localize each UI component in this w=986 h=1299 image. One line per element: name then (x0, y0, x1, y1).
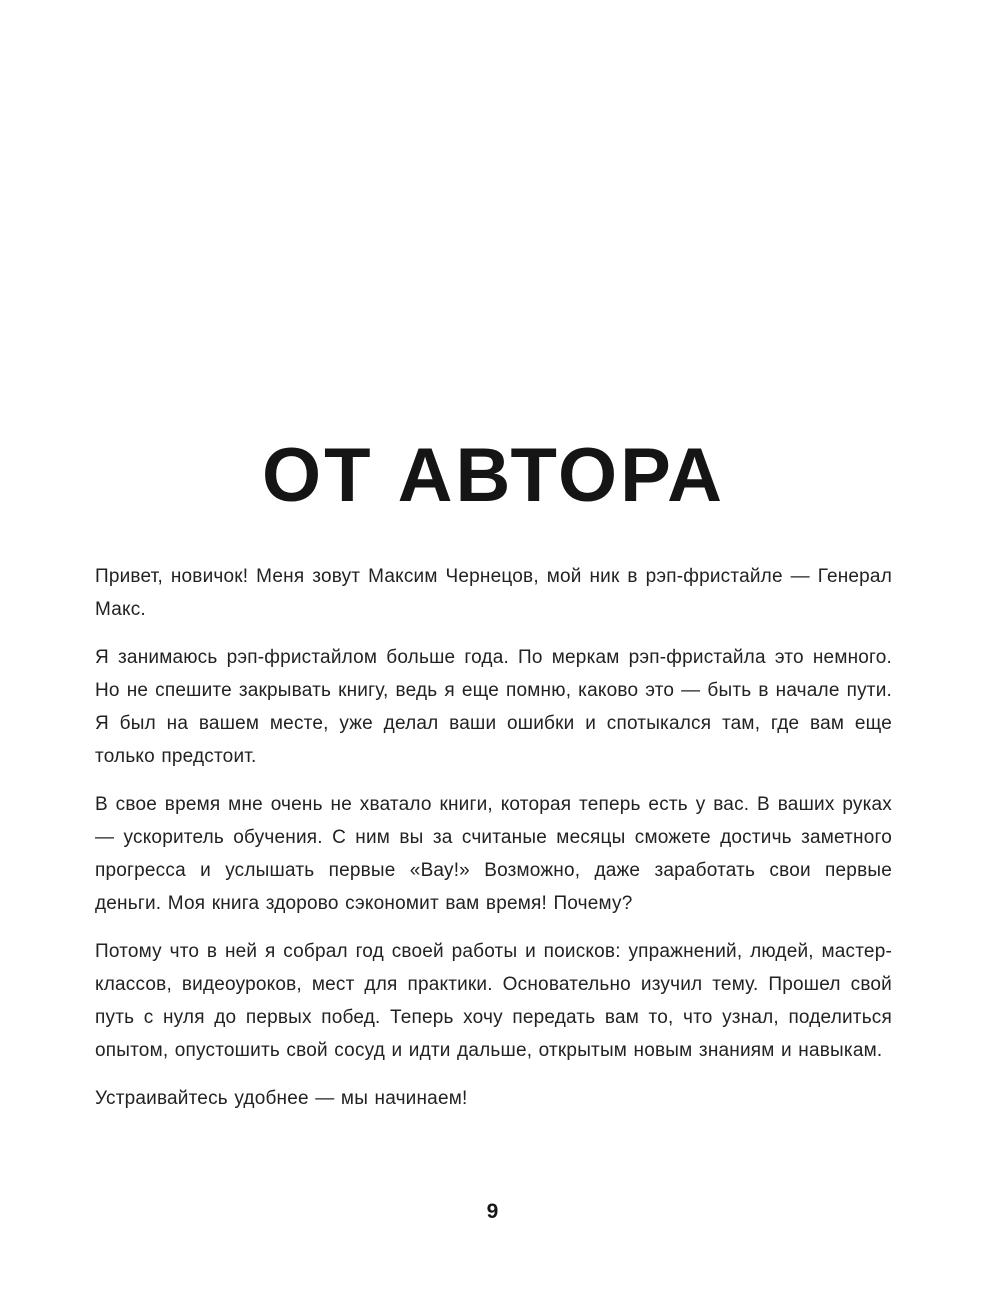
paragraph: Я занимаюсь рэп-фристайлом больше года. По меркам рэп-фристайла это немного. Но не спешите закрывать книгу, ведь я еще помню, каково это — быть в начале пути. Я был на вашем месте, уже делал ваши ошибки и спотыкался там, где вам еще только предстоит. (95, 647, 892, 767)
paragraph: Устраивайтесь удобнее — мы начинаем! (95, 1088, 468, 1109)
page-number: 9 (486, 1200, 500, 1223)
paragraph: В свое время мне очень не хватало книги, которая теперь есть у вас. В ваших руках — ускоритель обучения. С ним вы за считаные месяцы сможете достичь заметного прогресса и услышать первые «Вау!» Возможно, даже заработать свои первые деньги. Моя книга здорово сэкономит вам время! Почему? (95, 794, 892, 914)
paragraph: Потому что в ней я собрал год своей работы и поисков: упражнений, людей, мастер-классов, видеоуроков, мест для практики. Основательно изучил тему. Прошел свой путь с нуля до первых побед. Теперь хочу передать вам то, что узнал, поделиться опытом, опустошить свой сосуд и идти дальше, открытым новым знаниям и навыкам. (95, 941, 892, 1061)
paragraph: Привет, новичок! Меня зовут Максим Чернецов, мой ник в рэп-фристайле — Генерал Макс. (95, 566, 892, 620)
body-text (95, 560, 892, 1115)
chapter-title: ОТ АВТОРА (261, 433, 726, 518)
page-content (95, 433, 892, 1115)
